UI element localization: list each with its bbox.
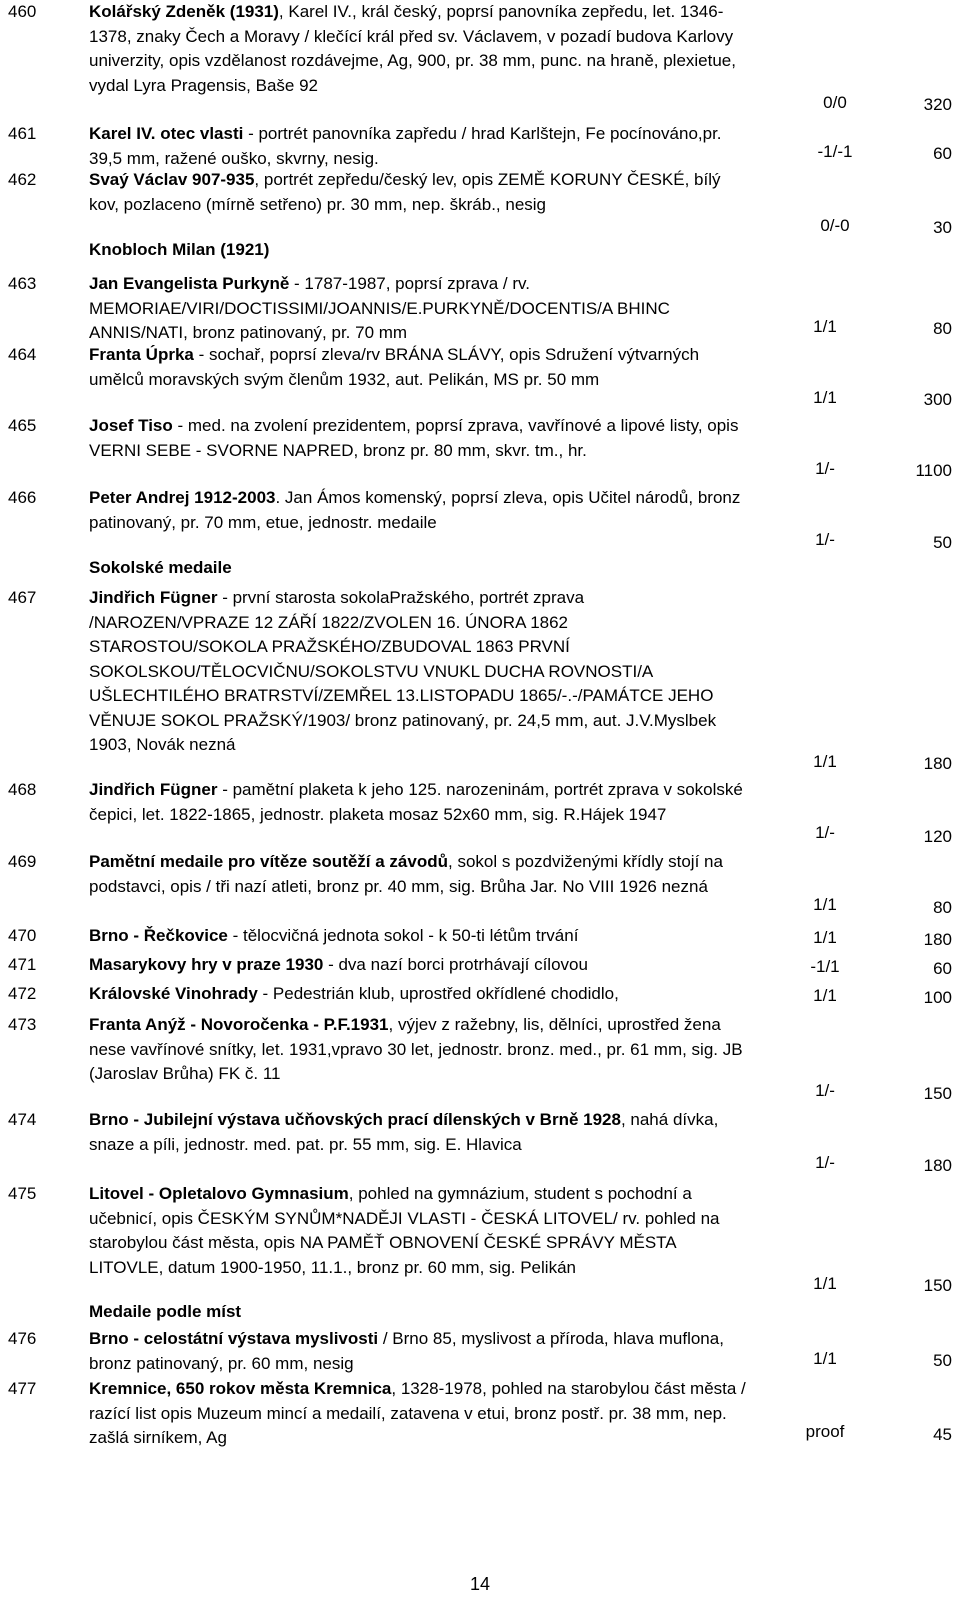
lot-text: - první starosta sokolaPražského, portrét zprava /NAROZEN/VPRAZE 12 ZÁŘÍ 1822/ZVOLEN 16. ÚNORA 1862 STAROSTOU/SOKOLA PRAŽSKÉHO/ZBUDOVAL 1863 PRVNÍ SOKOLSKOU/TĚLOCVIČNU/SOKOLSTVU VNUKL DUCHA ROVNOSTI/A UŠLECHTILÉHO BRATRSTVÍ/ZEMŘEL 13.LISTOPADU 1865/-.-/PAMÁTCE JEHO VĚNUJE SOKOL PRAŽSKÝ/1903/ bronz patinovaný, pr. 24,5 mm, aut. J.V.Myslbek 1903, Novák nezná xyxy=(89,588,717,754)
lot-number: 468 xyxy=(8,780,37,799)
lot-grade: 1/- xyxy=(815,459,835,478)
lot-description xyxy=(89,1377,749,1451)
lot-number: 474 xyxy=(8,1110,37,1129)
lot-price: 100 xyxy=(923,988,952,1007)
lot-price: 180 xyxy=(923,1156,952,1175)
lot-grade: 1/1 xyxy=(813,895,837,914)
lot-text: , sokol s pozdviženými křídly stojí na podstavci, opis / tři nazí atleti, bronz pr. 40 mm, sig. Brůha Jar. No VIII 1926 nezná xyxy=(89,852,723,896)
lot-grade: 1/- xyxy=(815,1081,835,1100)
lot-text: , nahá dívka, snaze a píli, jednostr. med. pat. pr. 55 mm, sig. E. Hlavica xyxy=(89,1110,719,1154)
lot-price: 50 xyxy=(933,533,952,552)
lot-price: 50 xyxy=(933,1351,952,1370)
lot-grade: 1/- xyxy=(815,823,835,842)
lot-number: 476 xyxy=(8,1329,37,1348)
lot-price: 120 xyxy=(923,827,952,846)
lot-text: - sochař, poprsí zleva/rv BRÁNA SLÁVY, opis Sdružení výtvarných umělců moravských svým členům 1932, aut. Pelikán, MS pr. 50 mm xyxy=(89,345,700,389)
lot-price: 180 xyxy=(923,930,952,949)
lot-description xyxy=(89,272,749,346)
lot-text: , portrét zepředu/český lev, opis ZEMĚ KORUNY ČESKÉ, bílý kov, pozlaceno (mírně setřeno) pr. 30 mm, nep. škráb., nesig xyxy=(89,170,721,214)
lot-number: 470 xyxy=(8,926,37,945)
lot-description xyxy=(89,953,749,978)
lot-price: 150 xyxy=(923,1276,952,1295)
lot-price: 60 xyxy=(933,959,952,978)
lot-grade: 1/1 xyxy=(813,317,837,336)
lot-title: Kremnice, 650 rokov města Kremnica xyxy=(89,1379,392,1398)
lot-price: 320 xyxy=(923,95,952,114)
lot-grade: 0/0 xyxy=(823,93,847,112)
lot-title: Jindřich Fügner xyxy=(89,780,218,799)
lot-description xyxy=(89,1327,749,1376)
lot-number: 461 xyxy=(8,124,37,143)
lot-description xyxy=(89,414,749,463)
lot-number: 464 xyxy=(8,345,37,364)
lot-description xyxy=(89,168,749,217)
lot-price: 80 xyxy=(933,898,952,917)
lot-number: 466 xyxy=(8,488,37,507)
lot-grade: 0/-0 xyxy=(820,216,850,235)
lot-grade: 1/1 xyxy=(813,928,837,947)
lot-price: 180 xyxy=(923,754,952,773)
lot-description xyxy=(89,924,749,949)
lot-text: . Jan Ámos komenský, poprsí zleva, opis Učitel národů, bronz patinovaný, pr. 70 mm, etue, jednostr. medaile xyxy=(89,488,741,532)
lot-title: Masarykovy hry v praze 1930 xyxy=(89,955,324,974)
lot-grade: -1/-1 xyxy=(817,142,853,161)
lot-description xyxy=(89,343,749,392)
lot-number: 462 xyxy=(8,170,37,189)
lot-title: Peter Andrej 1912-2003 xyxy=(89,488,276,507)
section-heading: Knobloch Milan (1921) xyxy=(89,240,270,259)
section-heading: Medaile podle míst xyxy=(89,1302,242,1321)
lot-number: 475 xyxy=(8,1184,37,1203)
lot-description xyxy=(89,778,749,827)
lot-title: Litovel - Opletalovo Gymnasium xyxy=(89,1184,349,1203)
lot-number: 467 xyxy=(8,588,37,607)
lot-text: - med. na zvolení prezidentem, poprsí zprava, vavřínové a lipové listy, opis VERNI SEBE - SVORNE NAPRED, bronz pr. 80 mm, skvr. tm., hr. xyxy=(89,416,739,460)
lot-description xyxy=(89,122,749,171)
lot-text: - dva nazí borci protrhávají cílovou xyxy=(323,955,588,974)
lot-grade: 1/1 xyxy=(813,752,837,771)
lot-number: 463 xyxy=(8,274,37,293)
lot-grade: 1/- xyxy=(815,1153,835,1172)
lot-grade: 1/1 xyxy=(813,1349,837,1368)
lot-grade: proof xyxy=(805,1422,845,1441)
page-number: 14 xyxy=(469,1574,491,1594)
lot-grade: 1/1 xyxy=(813,986,837,1005)
lot-number: 469 xyxy=(8,852,37,871)
lot-description xyxy=(89,1182,749,1280)
lot-description xyxy=(89,1013,749,1087)
lot-text: - 1787-1987, poprsí zprava / rv. MEMORIAE/VIRI/DOCTISSIMI/JOANNIS/E.PURKYNĚ/DOCENTIS/A BHINC ANNIS/NATI, bronz patinovaný, pr. 70 mm xyxy=(89,274,670,342)
lot-description xyxy=(89,586,749,758)
lot-description xyxy=(89,1108,749,1157)
lot-number: 477 xyxy=(8,1379,37,1398)
lot-price: 30 xyxy=(933,218,952,237)
lot-text: , 1328-1978, pohled na starobylou část města / razící list opis Muzeum mincí a medailí, zatavena v etui, bronz postř. pr. 38 mm, nep. zašlá sirníkem, Ag xyxy=(89,1379,746,1447)
lot-text: / Brno 85, myslivost a příroda, hlava muflona, bronz patinovaný, pr. 60 mm, nesig xyxy=(89,1329,724,1373)
lot-grade: 1/1 xyxy=(813,388,837,407)
lot-text: - Pedestrián klub, uprostřed okřídlené chodidlo, xyxy=(257,984,619,1003)
lot-price: 45 xyxy=(933,1425,952,1444)
lot-title: Jan Evangelista Purkyně xyxy=(89,274,290,293)
lot-text: , výjev z ražebny, lis, dělníci, uprostřed žena nese vavřínové snítky, let. 1931,vpravo 30 let, jednostr. bronz. med., pr. 61 mm, sig. JB (Jaroslav Brůha) FK č. 11 xyxy=(89,1015,743,1083)
lot-text: , pohled na gymnázium, student s pochodní a učebnicí, opis ČESKÝM SYNŮM*NADĚJI VLASTI - ČESKÁ LITOVEL/ rv. pohled na starobylou část města, opis NA PAMĚŤ OBNOVENÍ ČESKÉ SPRÁVY MĚSTA LITOVLE, datum 1900-1950, 11.1., bronz pr. 60 mm, sig. Pelikán xyxy=(89,1184,720,1277)
lot-description xyxy=(89,850,749,899)
lot-description xyxy=(89,982,749,1007)
lot-title: Franta Anýž - Novoročenka - P.F.1931 xyxy=(89,1015,389,1034)
lot-title: Svaý Václav 907-935 xyxy=(89,170,255,189)
lot-text: , Karel IV., král český, poprsí panovníka zepředu, let. 1346-1378, znaky Čech a Moravy / klečící král před sv. Václavem, v pozadí budova Karlovy univerzity, opis vzdělanost rozdávejme, Ag, 900, pr. 38 mm, punc. na hraně, plexietue, vydal Lyra Pragensis, Baše 92 xyxy=(89,2,736,95)
lot-grade: 1/- xyxy=(815,530,835,549)
lot-grade: 1/1 xyxy=(813,1274,837,1293)
lot-number: 473 xyxy=(8,1015,37,1034)
lot-price: 150 xyxy=(923,1084,952,1103)
lot-title: Josef Tiso xyxy=(89,416,173,435)
lot-title: Brno - celostátní výstava myslivosti xyxy=(89,1329,379,1348)
lot-number: 472 xyxy=(8,984,37,1003)
lot-number: 471 xyxy=(8,955,37,974)
lot-price: 1100 xyxy=(915,461,952,480)
lot-number: 460 xyxy=(8,2,37,21)
lot-title: Franta Úprka xyxy=(89,345,194,364)
lot-title: Jindřich Fügner xyxy=(89,588,218,607)
lot-description xyxy=(89,486,749,535)
lot-price: 300 xyxy=(923,390,952,409)
section-heading: Sokolské medaile xyxy=(89,558,232,577)
lot-title: Královské Vinohrady xyxy=(89,984,258,1003)
lot-text: - portrét panovníka zapředu / hrad Karlštejn, Fe pocínováno,pr. 39,5 mm, ražené ouško, skvrny, nesig. xyxy=(89,124,722,168)
lot-price: 80 xyxy=(933,319,952,338)
lot-title: Karel IV. otec vlasti xyxy=(89,124,244,143)
lot-price: 60 xyxy=(933,144,952,163)
lot-title: Brno - Řečkovice xyxy=(89,926,228,945)
lot-text: - pamětní plaketa k jeho 125. narozeninám, portrét zprava v sokolské čepici, let. 1822-1865, jednostr. plaketa mosaz 52x60 mm, sig. R.Hájek 1947 xyxy=(89,780,743,824)
lot-text: - tělocvičná jednota sokol - k 50-ti létům trvání xyxy=(227,926,579,945)
lot-title: Pamětní medaile pro vítěze soutěží a závodů xyxy=(89,852,448,871)
lot-title: Brno - Jubilejní výstava učňovských prací dílenských v Brně 1928 xyxy=(89,1110,621,1129)
lot-title: Kolářský Zdeněk (1931) xyxy=(89,2,279,21)
lot-description xyxy=(89,0,749,98)
lot-number: 465 xyxy=(8,416,37,435)
lot-grade: -1/1 xyxy=(810,957,840,976)
